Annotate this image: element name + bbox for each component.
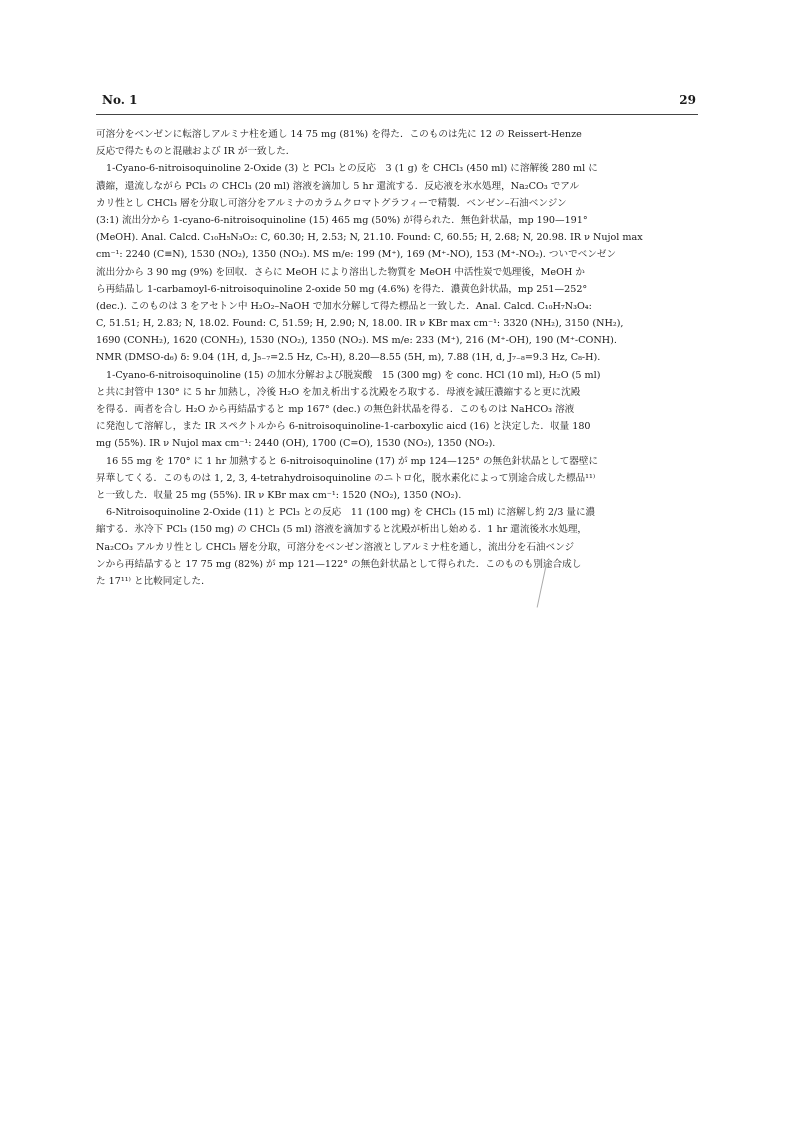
text-line: た 17¹¹⁾ と比較同定した． [96, 575, 211, 587]
text-line: と共に封管中 130° に 5 hr 加熱し，冷後 H₂O を加え析出する沈殿をろ取する．母液を減圧濃縮すると更に沈殿 [96, 386, 581, 398]
text-line: ら再結晶し 1-carbamoyl-6-nitroisoquinoline 2-oxide 50 mg (4.6%) を得た．濃黄色針状晶，mp 251—252° [96, 283, 588, 295]
section-heading-line: 6-Nitroisoquinoline 2-Oxide (11) と PCl₃ との反応 11 (100 mg) を CHCl₃ (15 ml) に溶解し約 2/3 量に濃 [106, 507, 596, 519]
text-line: 濃縮，還流しながら PCl₃ の CHCl₃ (20 ml) 溶液を滴加し 5 hr 還流する．反応液を氷水処理，Na₂CO₃ でアル [96, 180, 580, 192]
text-line: (3:1) 流出分から 1-cyano-6-nitroisoquinoline (15) 465 mg (50%) が得られた．無色針状晶，mp 190—191° [96, 214, 588, 226]
text-line: ンから再結晶すると 17 75 mg (82%) が mp 121—122° の無色針状晶として得られた．このものも別途合成し [96, 558, 582, 570]
text-line: 可溶分をベンゼンに転溶しアルミナ柱を通し 14 75 mg (81%) を得た．このものは先に 12 の Reissert-Henze [96, 129, 582, 140]
page-header [100, 93, 696, 109]
text-line: 流出分から 3 90 mg (9%) を回収．さらに MeOH により溶出した物質を MeOH 中活性炭で処理後，MeOH か [96, 266, 585, 278]
text-line: (MeOH). Anal. Calcd. C₁₀H₅N₃O₂: C, 60.30; H, 2.53; N, 21.10. Found: C, 60.55; H, 2.68; N, 20.98. IR ν Nujol max [96, 232, 643, 244]
text-line: C, 51.51; H, 2.83; N, 18.02. Found: C, 51.59; H, 2.90; N, 18.00. IR ν KBr max cm⁻¹: 3320 (NH₂), 3150 (NH₂), [96, 318, 624, 330]
text-line: 昇華してくる．このものは 1, 2, 3, 4-tetrahydroisoquinoline のニトロ化，脱水素化によって別途合成した標品¹¹⁾ [96, 472, 596, 484]
paragraph-start-line: 16 55 mg を 170° に 1 hr 加熱すると 6-nitroisoquinoline (17) が mp 124—125° の無色針状晶として器壁に [106, 455, 599, 467]
text-line: NMR (DMSO-d₆) δ: 9.04 (1H, d, J₅₋₇=2.5 Hz, C₅-H), 8.20—8.55 (5H, m), 7.88 (1H, d, J₇₋₈=9.3 Hz, C₈-H). [96, 352, 601, 364]
text-line: 反応で得たものと混融および IR が一致した． [96, 146, 296, 158]
text-line: mg (55%). IR ν Nujol max cm⁻¹: 2440 (OH), 1700 (C=O), 1530 (NO₂), 1350 (NO₂). [96, 438, 496, 450]
text-line: Na₂CO₃ アルカリ性とし CHCl₃ 層を分取，可溶分をベンゼン溶液としアルミナ柱を通し，流出分を石油ベンジ [96, 541, 575, 553]
text-line: と一致した．収量 25 mg (55%). IR ν KBr max cm⁻¹: 1520 (NO₂), 1350 (NO₂). [96, 489, 462, 501]
header-rule [96, 114, 698, 115]
text-line: を得る．両者を合し H₂O から再結晶すると mp 167° (dec.) の無色針状晶を得る．このものは NaHCO₃ 溶液 [96, 404, 575, 415]
text-line: 1690 (CONH₂), 1620 (CONH₂), 1530 (NO₂), 1350 (NO₂). MS m/e: 233 (M⁺), 216 (M⁺-OH), 190 (M⁺-CONH). [96, 335, 617, 347]
text-line: に発泡して溶解し，また IR スペクトルから 6-nitroisoquinoline-1-carboxylic aicd (16) と決定した．収量 180 [96, 421, 591, 433]
section-heading-line: 1-Cyano-6-nitroisoquinoline 2-Oxide (3) と PCl₃ との反応 3 (1 g) を CHCl₃ (450 ml) に溶解後 280 ml に [106, 163, 598, 175]
section-heading-line: 1-Cyano-6-nitroisoquinoline (15) の加水分解および脱炭酸 15 (300 mg) を conc. HCl (10 ml), H₂O (5 ml) [106, 369, 601, 381]
journal-issue-number: No. 1 [102, 93, 138, 107]
text-line: 縮する．氷冷下 PCl₃ (150 mg) の CHCl₃ (5 ml) 溶液を滴加すると沈殿が析出し始める．1 hr 還流後氷水処理， [96, 524, 588, 536]
text-line: (dec.). このものは 3 をアセトン中 H₂O₂–NaOH で加水分解して得た標品と一致した．Anal. Calcd. C₁₀H₇N₃O₄: [96, 300, 592, 312]
text-line: cm⁻¹: 2240 (C≡N), 1530 (NO₂), 1350 (NO₂). MS m/e: 199 (M⁺), 169 (M⁺-NO), 153 (M⁺-NO₂). ついでベンゼン [96, 249, 617, 261]
text-line: カリ性とし CHCl₃ 層を分取し可溶分をアルミナのカラムクロマトグラフィーで精製．ベンゼン–石油ベンジン [96, 197, 567, 209]
page-number: 29 [679, 93, 696, 107]
experimental-text [96, 126, 698, 590]
